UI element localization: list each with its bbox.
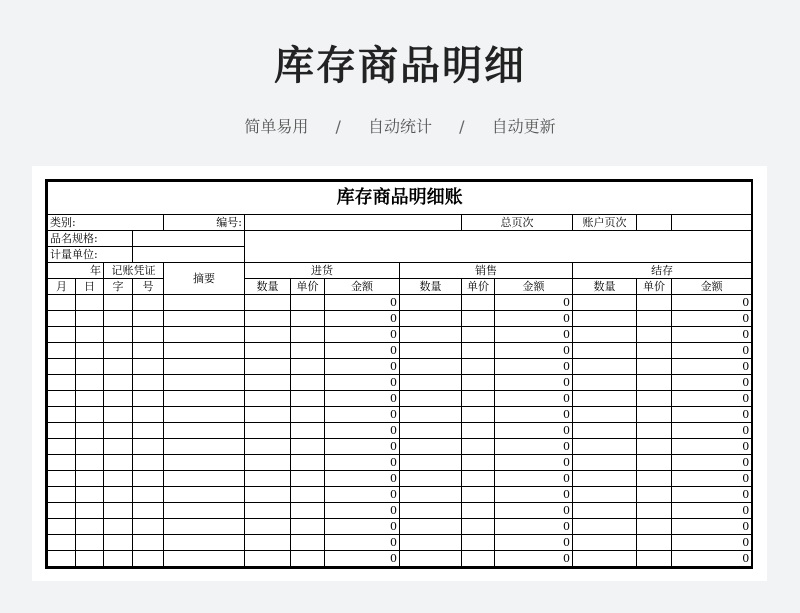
ledger-cell[interactable] <box>245 343 291 359</box>
purchase-amount-cell[interactable]: 0 <box>325 327 400 343</box>
sales-amount-cell[interactable]: 0 <box>495 359 573 375</box>
ledger-cell[interactable] <box>164 519 245 535</box>
ledger-cell[interactable] <box>400 407 462 423</box>
purchase-amount-cell[interactable]: 0 <box>325 455 400 471</box>
voucher-header: 记账凭证 <box>104 263 164 279</box>
ledger-cell[interactable] <box>76 359 104 375</box>
ledger-cell[interactable] <box>245 455 291 471</box>
ledger-cell[interactable] <box>133 551 164 567</box>
purchase-amount-cell[interactable]: 0 <box>325 423 400 439</box>
ledger-cell[interactable] <box>104 519 133 535</box>
page-title: 库存商品明细 <box>274 43 526 89</box>
ledger-cell[interactable] <box>291 359 325 375</box>
balance-amount-header: 金额 <box>672 279 752 295</box>
ledger-cell[interactable] <box>133 487 164 503</box>
ledger-cell[interactable] <box>462 375 495 391</box>
ledger-cell[interactable] <box>48 535 76 551</box>
ledger-cell[interactable] <box>291 423 325 439</box>
ledger-caption: 库存商品明细账 <box>48 182 752 215</box>
ledger-cell[interactable] <box>245 295 291 311</box>
spec-label: 品名规格: <box>48 231 133 247</box>
sales-qty-header: 数量 <box>400 279 462 295</box>
table-row <box>48 423 752 439</box>
ledger-cell[interactable] <box>573 343 637 359</box>
table-row <box>48 407 752 423</box>
tagline <box>0 114 800 137</box>
balance-header: 结存 <box>573 263 752 279</box>
voucher-no-header: 号 <box>133 279 164 295</box>
ledger-cell[interactable] <box>104 375 133 391</box>
ledger-cell[interactable] <box>76 391 104 407</box>
ledger-cell[interactable] <box>245 375 291 391</box>
ledger-cell[interactable] <box>104 535 133 551</box>
ledger-cell[interactable] <box>245 487 291 503</box>
ledger-cell[interactable] <box>104 455 133 471</box>
ledger-cell[interactable] <box>637 439 672 455</box>
ledger-cell[interactable] <box>48 359 76 375</box>
ledger-cell[interactable] <box>104 343 133 359</box>
ledger-cell[interactable] <box>637 343 672 359</box>
ledger-cell[interactable] <box>245 407 291 423</box>
ledger-cell[interactable] <box>133 439 164 455</box>
ledger-cell[interactable] <box>104 359 133 375</box>
balance-amount-cell[interactable]: 0 <box>672 455 752 471</box>
ledger-cell[interactable] <box>400 375 462 391</box>
unit-value-cell[interactable] <box>133 247 245 263</box>
ledger-cell[interactable] <box>573 471 637 487</box>
sales-amount-cell[interactable]: 0 <box>495 471 573 487</box>
ledger-cell[interactable] <box>400 311 462 327</box>
ledger-cell[interactable] <box>291 375 325 391</box>
ledger-cell[interactable] <box>245 471 291 487</box>
unit-label: 计量单位: <box>48 247 133 263</box>
ledger-cell[interactable] <box>637 423 672 439</box>
ledger-cell[interactable] <box>291 455 325 471</box>
ledger-cell[interactable] <box>164 455 245 471</box>
ledger-cell[interactable] <box>245 327 291 343</box>
ledger-cell[interactable] <box>133 503 164 519</box>
table-row <box>48 519 752 535</box>
year-header: 年 <box>48 263 104 279</box>
purchase-amount-cell[interactable]: 0 <box>325 375 400 391</box>
ledger-cell[interactable] <box>104 423 133 439</box>
ledger-cell[interactable] <box>291 295 325 311</box>
ledger-sheet <box>32 166 767 581</box>
ledger-cell[interactable] <box>245 439 291 455</box>
voucher-type-header: 字 <box>104 279 133 295</box>
ledger-cell[interactable] <box>104 295 133 311</box>
ledger-cell[interactable] <box>164 343 245 359</box>
ledger-cell[interactable] <box>637 551 672 567</box>
ledger-cell[interactable] <box>245 423 291 439</box>
tagline-item: 自动统计 <box>367 117 432 136</box>
table-row <box>48 535 752 551</box>
sales-amount-cell[interactable]: 0 <box>495 311 573 327</box>
ledger-cell[interactable] <box>291 311 325 327</box>
sales-amount-cell[interactable]: 0 <box>495 535 573 551</box>
purchase-amount-cell[interactable]: 0 <box>325 311 400 327</box>
ledger-cell[interactable] <box>573 503 637 519</box>
ledger-cell[interactable] <box>104 551 133 567</box>
sales-amount-cell[interactable]: 0 <box>495 503 573 519</box>
ledger-cell[interactable] <box>573 487 637 503</box>
ledger-cell[interactable] <box>291 551 325 567</box>
purchase-amount-cell[interactable]: 0 <box>325 471 400 487</box>
ledger-cell[interactable] <box>133 535 164 551</box>
ledger-cell[interactable] <box>637 471 672 487</box>
table-row <box>48 311 752 327</box>
sales-amount-header: 金额 <box>495 279 573 295</box>
ledger-cell[interactable] <box>164 487 245 503</box>
ledger-cell[interactable] <box>291 471 325 487</box>
ledger-cell[interactable] <box>462 487 495 503</box>
info-blank-area[interactable] <box>245 231 752 263</box>
table-row <box>48 327 752 343</box>
ledger-cell[interactable] <box>133 407 164 423</box>
ledger-cell[interactable] <box>573 423 637 439</box>
ledger-cell[interactable] <box>133 423 164 439</box>
ledger-cell[interactable] <box>291 439 325 455</box>
ledger-cell[interactable] <box>104 311 133 327</box>
ledger-cell[interactable] <box>245 535 291 551</box>
purchase-amount-cell[interactable]: 0 <box>325 295 400 311</box>
ledger-cell[interactable] <box>573 455 637 471</box>
ledger-cell[interactable] <box>164 503 245 519</box>
ledger-cell[interactable] <box>400 295 462 311</box>
sales-amount-cell[interactable]: 0 <box>495 519 573 535</box>
sales-amount-cell[interactable]: 0 <box>495 551 573 567</box>
ledger-cell[interactable] <box>245 311 291 327</box>
ledger-cell[interactable] <box>133 359 164 375</box>
ledger-cell[interactable] <box>400 455 462 471</box>
ledger-cell[interactable] <box>48 439 76 455</box>
sales-amount-cell[interactable]: 0 <box>495 423 573 439</box>
ledger-cell[interactable] <box>400 535 462 551</box>
ledger-cell[interactable] <box>462 295 495 311</box>
ledger-cell[interactable] <box>573 359 637 375</box>
balance-amount-cell[interactable]: 0 <box>672 423 752 439</box>
ledger-cell[interactable] <box>462 343 495 359</box>
ledger-cell[interactable] <box>400 551 462 567</box>
ledger-cell[interactable] <box>133 391 164 407</box>
ledger-cell[interactable] <box>76 375 104 391</box>
ledger-cell[interactable] <box>573 327 637 343</box>
ledger-cell[interactable] <box>637 359 672 375</box>
ledger-cell[interactable] <box>462 471 495 487</box>
sales-amount-cell[interactable]: 0 <box>495 455 573 471</box>
purchase-amount-cell[interactable]: 0 <box>325 519 400 535</box>
spec-value-cell[interactable] <box>133 231 245 247</box>
ledger-cell[interactable] <box>462 535 495 551</box>
purchase-amount-cell[interactable]: 0 <box>325 391 400 407</box>
balance-amount-cell[interactable]: 0 <box>672 551 752 567</box>
purchase-amount-cell[interactable]: 0 <box>325 407 400 423</box>
table-row <box>48 503 752 519</box>
ledger-cell[interactable] <box>48 551 76 567</box>
total-pages-label: 总页次 <box>462 215 573 231</box>
ledger-cell[interactable] <box>573 375 637 391</box>
ledger-cell[interactable] <box>245 391 291 407</box>
ledger-cell[interactable] <box>462 519 495 535</box>
ledger-cell[interactable] <box>104 391 133 407</box>
table-row <box>48 375 752 391</box>
ledger-cell[interactable] <box>104 407 133 423</box>
ledger-cell[interactable] <box>637 407 672 423</box>
ledger-cell[interactable] <box>462 439 495 455</box>
ledger-cell[interactable] <box>164 327 245 343</box>
ledger-cell[interactable] <box>76 423 104 439</box>
ledger-cell[interactable] <box>76 343 104 359</box>
purchase-amount-cell[interactable]: 0 <box>325 487 400 503</box>
ledger-cell[interactable] <box>462 551 495 567</box>
ledger-cell[interactable] <box>76 311 104 327</box>
ledger-cell[interactable] <box>48 471 76 487</box>
ledger-cell[interactable] <box>104 503 133 519</box>
ledger-cell[interactable] <box>573 535 637 551</box>
ledger-cell[interactable] <box>48 519 76 535</box>
category-label: 类别: <box>48 215 164 231</box>
balance-amount-cell[interactable]: 0 <box>672 519 752 535</box>
ledger-cell[interactable] <box>48 455 76 471</box>
ledger-cell[interactable] <box>164 359 245 375</box>
ledger-cell[interactable] <box>133 343 164 359</box>
sales-amount-cell[interactable]: 0 <box>495 439 573 455</box>
ledger-cell[interactable] <box>637 455 672 471</box>
ledger-table-frame <box>45 179 753 569</box>
sales-header: 销售 <box>400 263 573 279</box>
ledger-cell[interactable] <box>76 439 104 455</box>
ledger-cell[interactable] <box>462 455 495 471</box>
ledger-cell[interactable] <box>291 391 325 407</box>
ledger-cell[interactable] <box>637 327 672 343</box>
ledger-cell[interactable] <box>76 487 104 503</box>
ledger-cell[interactable] <box>462 391 495 407</box>
ledger-cell[interactable] <box>637 391 672 407</box>
ledger-cell[interactable] <box>400 487 462 503</box>
ledger-cell[interactable] <box>573 295 637 311</box>
ledger-cell[interactable] <box>164 375 245 391</box>
ledger-cell[interactable] <box>48 503 76 519</box>
purchase-header: 进货 <box>245 263 400 279</box>
ledger-cell[interactable] <box>637 375 672 391</box>
ledger-cell[interactable] <box>76 327 104 343</box>
ledger-cell[interactable] <box>164 407 245 423</box>
ledger-cell[interactable] <box>573 407 637 423</box>
ledger-cell[interactable] <box>400 503 462 519</box>
balance-amount-cell[interactable]: 0 <box>672 311 752 327</box>
ledger-cell[interactable] <box>133 455 164 471</box>
ledger-cell[interactable] <box>104 439 133 455</box>
balance-amount-cell[interactable]: 0 <box>672 295 752 311</box>
ledger-cell[interactable] <box>48 423 76 439</box>
balance-amount-cell[interactable]: 0 <box>672 359 752 375</box>
ledger-cell[interactable] <box>245 359 291 375</box>
table-row <box>48 439 752 455</box>
balance-amount-cell[interactable]: 0 <box>672 375 752 391</box>
balance-amount-cell[interactable]: 0 <box>672 471 752 487</box>
account-pages-value-cell[interactable] <box>637 215 672 231</box>
ledger-cell[interactable] <box>76 295 104 311</box>
ledger-cell[interactable] <box>76 455 104 471</box>
table-row <box>48 487 752 503</box>
ledger-cell[interactable] <box>637 487 672 503</box>
ledger-cell[interactable] <box>245 551 291 567</box>
purchase-qty-header: 数量 <box>245 279 291 295</box>
ledger-cell[interactable] <box>133 327 164 343</box>
ledger-cell[interactable] <box>462 311 495 327</box>
ledger-cell[interactable] <box>133 519 164 535</box>
ledger-cell[interactable] <box>637 295 672 311</box>
ledger-table <box>47 181 752 567</box>
ledger-cell[interactable] <box>245 519 291 535</box>
ledger-cell[interactable] <box>291 519 325 535</box>
ledger-cell[interactable] <box>573 551 637 567</box>
ledger-cell[interactable] <box>164 471 245 487</box>
ledger-cell[interactable] <box>164 295 245 311</box>
ledger-cell[interactable] <box>573 391 637 407</box>
account-pages-label: 账户页次 <box>573 215 637 231</box>
purchase-amount-cell[interactable]: 0 <box>325 535 400 551</box>
blank-cell[interactable] <box>672 215 752 231</box>
table-row <box>48 359 752 375</box>
table-row <box>48 343 752 359</box>
balance-amount-cell[interactable]: 0 <box>672 503 752 519</box>
ledger-cell[interactable] <box>573 311 637 327</box>
balance-amount-cell[interactable]: 0 <box>672 535 752 551</box>
ledger-cell[interactable] <box>48 487 76 503</box>
table-row <box>48 551 752 567</box>
tagline-item: 自动更新 <box>491 117 556 136</box>
ledger-cell[interactable] <box>164 551 245 567</box>
balance-amount-cell[interactable]: 0 <box>672 327 752 343</box>
sales-amount-cell[interactable]: 0 <box>495 375 573 391</box>
ledger-cell[interactable] <box>291 407 325 423</box>
ledger-cell[interactable] <box>76 519 104 535</box>
ledger-cell[interactable] <box>164 391 245 407</box>
ledger-cell[interactable] <box>104 487 133 503</box>
ledger-cell[interactable] <box>573 439 637 455</box>
purchase-amount-cell[interactable]: 0 <box>325 439 400 455</box>
month-header: 月 <box>48 279 76 295</box>
tagline-item: 简单易用 <box>244 117 309 136</box>
ledger-cell[interactable] <box>573 519 637 535</box>
ledger-cell[interactable] <box>400 423 462 439</box>
ledger-cell[interactable] <box>164 535 245 551</box>
balance-amount-cell[interactable]: 0 <box>672 487 752 503</box>
ledger-cell[interactable] <box>400 471 462 487</box>
ledger-cell[interactable] <box>291 327 325 343</box>
ledger-cell[interactable] <box>48 327 76 343</box>
ledger-cell[interactable] <box>462 503 495 519</box>
ledger-cell[interactable] <box>76 407 104 423</box>
balance-qty-header: 数量 <box>573 279 637 295</box>
summary-header: 摘要 <box>164 263 245 295</box>
purchase-amount-header: 金额 <box>325 279 400 295</box>
table-row <box>48 295 752 311</box>
tagline-separator: / <box>335 117 341 136</box>
ledger-cell[interactable] <box>48 343 76 359</box>
balance-amount-cell[interactable]: 0 <box>672 407 752 423</box>
ledger-cell[interactable] <box>400 343 462 359</box>
code-label: 编号: <box>164 215 245 231</box>
purchase-amount-cell[interactable]: 0 <box>325 359 400 375</box>
ledger-cell[interactable] <box>133 311 164 327</box>
balance-amount-cell[interactable]: 0 <box>672 343 752 359</box>
ledger-cell[interactable] <box>637 535 672 551</box>
ledger-cell[interactable] <box>245 503 291 519</box>
ledger-cell[interactable] <box>291 343 325 359</box>
ledger-cell[interactable] <box>164 423 245 439</box>
purchase-amount-cell[interactable]: 0 <box>325 551 400 567</box>
ledger-cell[interactable] <box>400 327 462 343</box>
ledger-cell[interactable] <box>462 327 495 343</box>
ledger-cell[interactable] <box>400 519 462 535</box>
ledger-cell[interactable] <box>76 503 104 519</box>
ledger-cell[interactable] <box>164 311 245 327</box>
sales-amount-cell[interactable]: 0 <box>495 295 573 311</box>
table-row <box>48 391 752 407</box>
ledger-cell[interactable] <box>462 359 495 375</box>
sales-amount-cell[interactable]: 0 <box>495 327 573 343</box>
ledger-cell[interactable] <box>637 519 672 535</box>
ledger-cell[interactable] <box>48 391 76 407</box>
ledger-cell[interactable] <box>104 327 133 343</box>
sales-amount-cell[interactable]: 0 <box>495 407 573 423</box>
balance-amount-cell[interactable]: 0 <box>672 391 752 407</box>
ledger-cell[interactable] <box>48 407 76 423</box>
ledger-cell[interactable] <box>291 487 325 503</box>
ledger-cell[interactable] <box>291 535 325 551</box>
ledger-cell[interactable] <box>291 503 325 519</box>
purchase-price-header: 单价 <box>291 279 325 295</box>
ledger-cell[interactable] <box>400 391 462 407</box>
balance-price-header: 单价 <box>637 279 672 295</box>
ledger-cell[interactable] <box>637 311 672 327</box>
ledger-cell[interactable] <box>637 503 672 519</box>
balance-amount-cell[interactable]: 0 <box>672 439 752 455</box>
ledger-cell[interactable] <box>48 295 76 311</box>
day-header: 日 <box>76 279 104 295</box>
sales-amount-cell[interactable]: 0 <box>495 487 573 503</box>
ledger-cell[interactable] <box>104 471 133 487</box>
ledger-cell[interactable] <box>76 535 104 551</box>
ledger-cell[interactable] <box>400 439 462 455</box>
sales-amount-cell[interactable]: 0 <box>495 391 573 407</box>
ledger-cell[interactable] <box>400 359 462 375</box>
purchase-amount-cell[interactable]: 0 <box>325 343 400 359</box>
ledger-cell[interactable] <box>133 295 164 311</box>
table-row <box>48 455 752 471</box>
purchase-amount-cell[interactable]: 0 <box>325 503 400 519</box>
ledger-cell[interactable] <box>133 471 164 487</box>
tagline-separator: / <box>459 117 465 136</box>
ledger-cell[interactable] <box>462 423 495 439</box>
sales-amount-cell[interactable]: 0 <box>495 343 573 359</box>
ledger-cell[interactable] <box>48 375 76 391</box>
ledger-cell[interactable] <box>462 407 495 423</box>
ledger-cell[interactable] <box>164 439 245 455</box>
ledger-cell[interactable] <box>76 551 104 567</box>
ledger-cell[interactable] <box>133 375 164 391</box>
code-value-cell[interactable] <box>245 215 462 231</box>
ledger-cell[interactable] <box>48 311 76 327</box>
ledger-cell[interactable] <box>76 471 104 487</box>
sales-price-header: 单价 <box>462 279 495 295</box>
table-row <box>48 471 752 487</box>
